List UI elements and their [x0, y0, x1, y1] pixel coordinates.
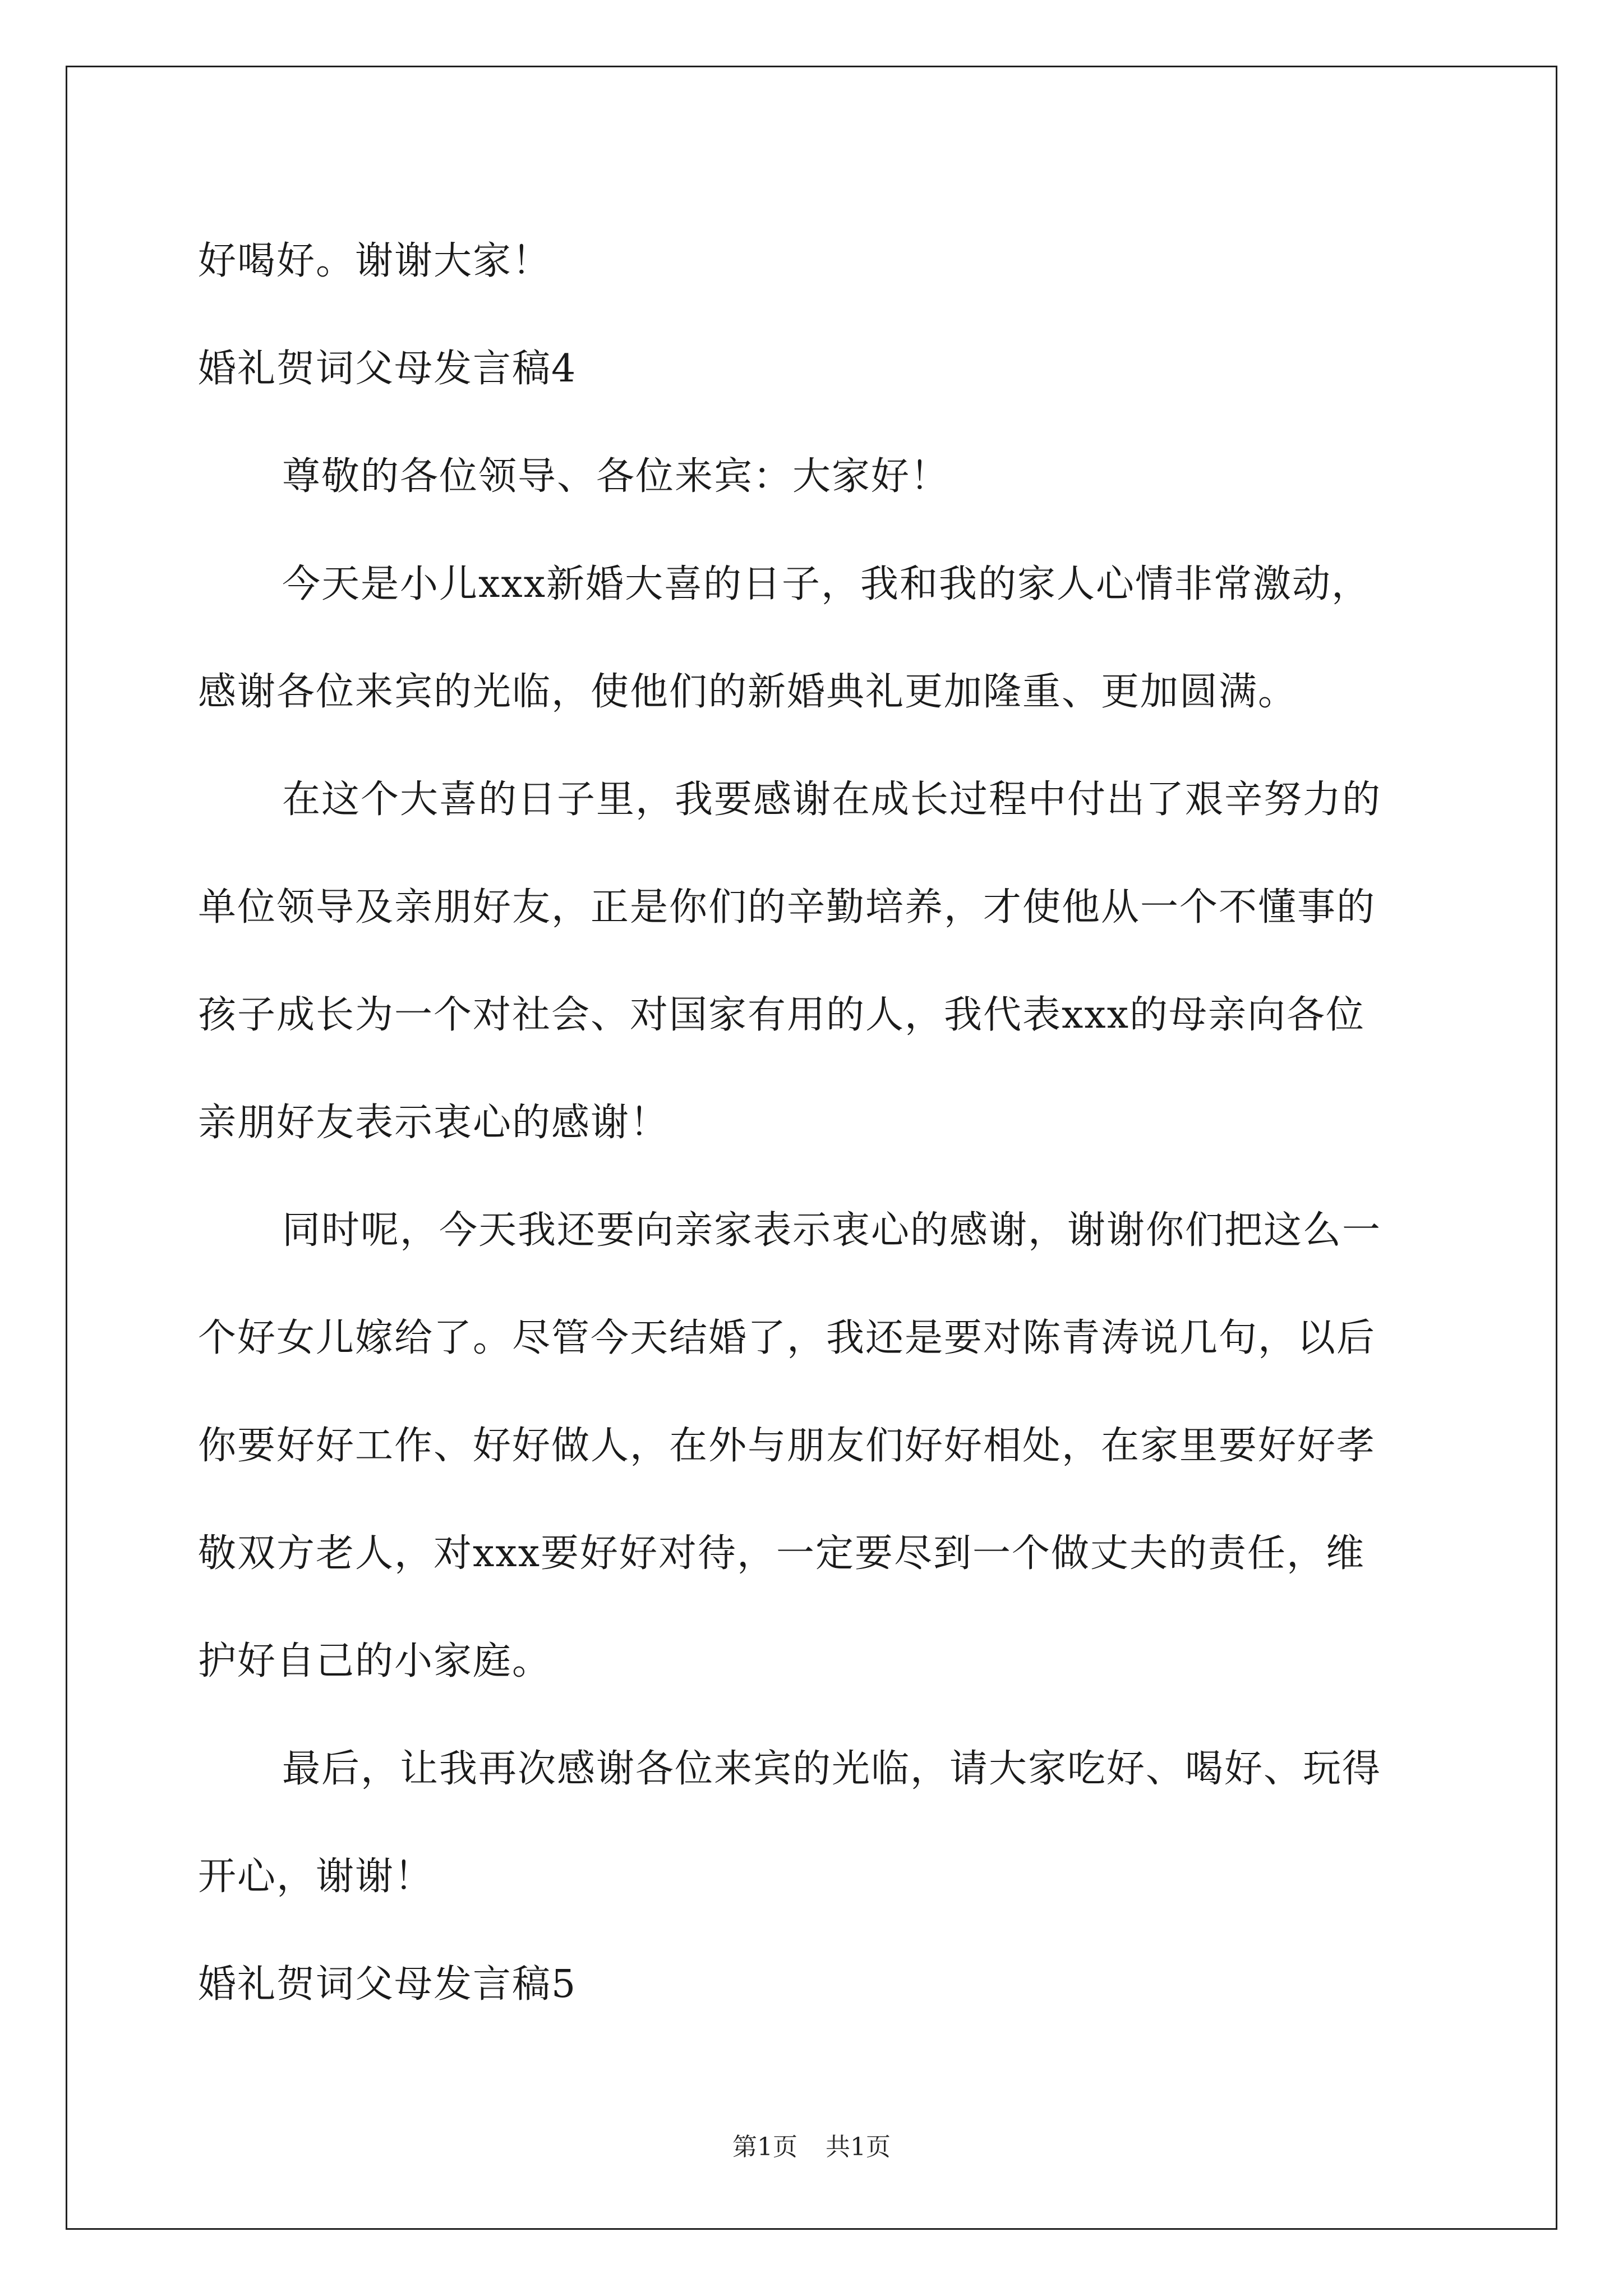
- section-heading: 婚礼贺词父母发言稿4: [198, 347, 577, 391]
- text-line: 敬双方老人，对xxx要好好对待，一定要尽到一个做丈夫的责任，维: [198, 1531, 1366, 1576]
- text-line: 个好女儿嫁给了。尽管今天结婚了，我还是要对陈青涛说几句，以后: [198, 1316, 1376, 1360]
- text-line: 最后，让我再次感谢各位来宾的光临，请大家吃好、喝好、玩得: [282, 1747, 1382, 1791]
- page-total: 共1页: [826, 2133, 891, 2161]
- text-line: 护好自己的小家庭。: [198, 1639, 552, 1683]
- text-line: 亲朋好友表示衷心的感谢！: [198, 1101, 670, 1145]
- text-line: 单位领导及亲朋好友，正是你们的辛勤培养，才使他从一个不懂事的: [198, 885, 1376, 930]
- page-number: 第1页: [732, 2133, 797, 2161]
- section-heading: 婚礼贺词父母发言稿5: [198, 1962, 577, 2007]
- text-line: 同时呢，今天我还要向亲家表示衷心的感谢，谢谢你们把这么一: [282, 1208, 1382, 1253]
- text-line: 尊敬的各位领导、各位来宾：大家好！: [282, 454, 950, 499]
- page-footer: [0, 2131, 1623, 2164]
- text-line: 在这个大喜的日子里，我要感谢在成长过程中付出了艰辛努力的: [282, 777, 1382, 822]
- text-line: 开心，谢谢！: [198, 1855, 434, 1899]
- document-body: [198, 208, 1432, 2039]
- text-line: 好喝好。谢谢大家！: [198, 239, 552, 283]
- text-line: 孩子成长为一个对社会、对国家有用的人，我代表xxx的母亲向各位: [198, 993, 1366, 1037]
- text-line: 今天是小儿xxx新婚大喜的日子，我和我的家人心情非常激动，: [282, 562, 1371, 606]
- text-line: 感谢各位来宾的光临，使他们的新婚典礼更加隆重、更加圆满。: [198, 670, 1298, 714]
- text-line: 你要好好工作、好好做人，在外与朋友们好好相处，在家里要好好孝: [198, 1424, 1376, 1468]
